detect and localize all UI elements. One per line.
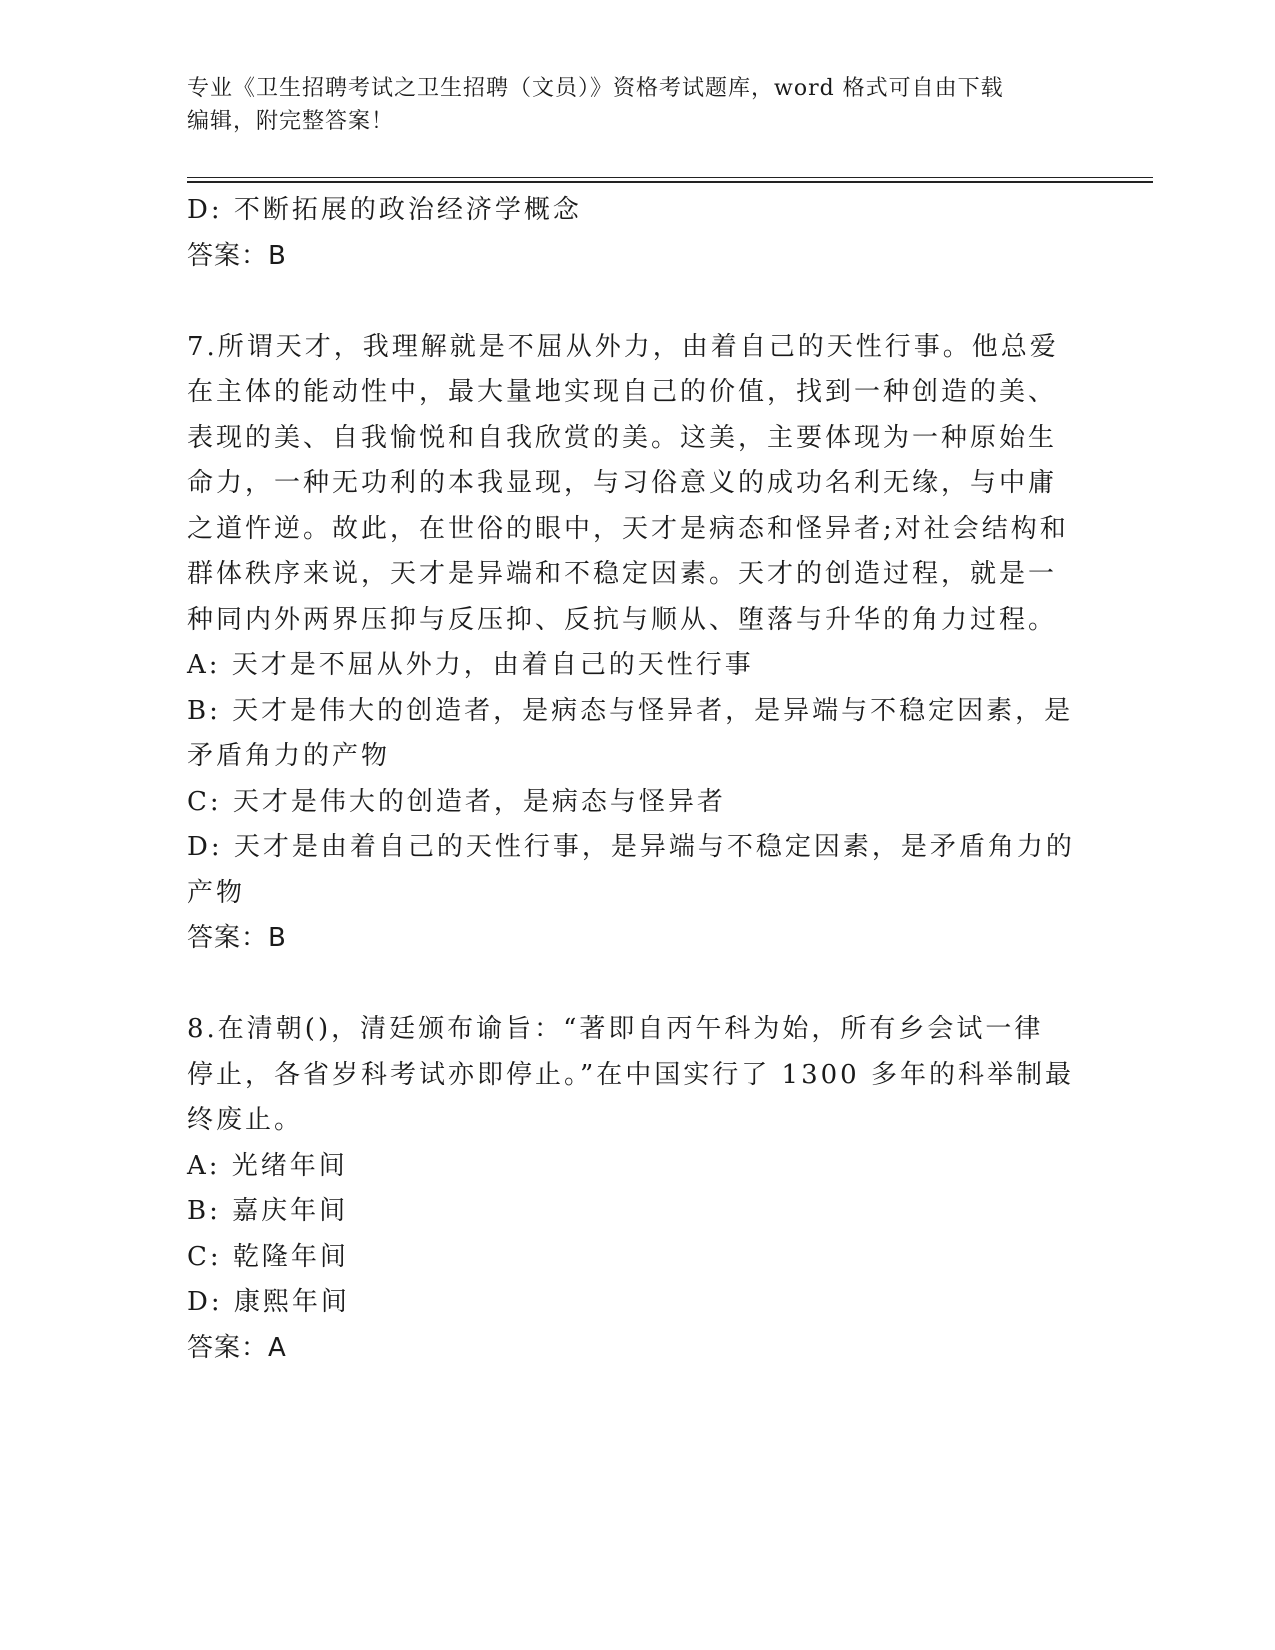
header-line-2: 编辑，附完整答案！ xyxy=(187,109,395,134)
question-stem-line: 8.在清朝()，清廷颁布谕旨：“著即自丙午科为始，所有乡会试一律 xyxy=(187,1014,1044,1044)
question-6-tail xyxy=(187,188,1087,279)
option-c: C: 天才是伟大的创造者，是病态与怪异者 xyxy=(187,786,726,817)
question-stem-line: 命力，一种无功利的本我显现，与习俗意义的成功名利无缘，与中庸 xyxy=(187,468,1058,498)
answer: 答案：B xyxy=(187,240,287,271)
option-d: D: 天才是由着自己的天性行事，是异端与不稳定因素，是矛盾角力的 xyxy=(187,832,1075,862)
answer: 答案：A xyxy=(187,1332,287,1363)
option-d: D: 不断拓展的政治经济学概念 xyxy=(187,195,582,225)
question-8 xyxy=(187,1007,1087,1371)
option-a: A: 天才是不屈从外力，由着自己的天性行事 xyxy=(187,650,754,680)
header-divider-thin xyxy=(187,177,1153,178)
document-body xyxy=(187,188,1087,1371)
question-stem-line: 之道忤逆。故此，在世俗的眼中，天才是病态和怪异者;对社会结构和 xyxy=(187,513,1069,544)
question-stem-line: 7.所谓天才，我理解就是不屈从外力，由着自己的天性行事。他总爱 xyxy=(187,331,1059,362)
question-stem-line: 种同内外两界压抑与反压抑、反抗与顺从、堕落与升华的角力过程。 xyxy=(187,604,1058,635)
question-stem-line: 停止，各省岁科考试亦即停止。”在中国实行了 1300 多年的科举制最 xyxy=(187,1059,1074,1090)
header-line-1: 专业《卫生招聘考试之卫生招聘（文员）》资格考试题库，word 格式可自由下载 xyxy=(187,76,1004,101)
question-stem-line: 群体秩序来说，天才是异端和不稳定因素。天才的创造过程，就是一 xyxy=(187,559,1058,589)
spacer xyxy=(187,279,1087,325)
option-d-continued: 产物 xyxy=(187,877,246,908)
question-stem-line: 在主体的能动性中，最大量地实现自己的价值，找到一种创造的美、 xyxy=(187,377,1058,407)
document-header xyxy=(187,72,1087,138)
option-c: C: 乾隆年间 xyxy=(187,1241,349,1272)
option-b-continued: 矛盾角力的产物 xyxy=(187,741,391,771)
spacer xyxy=(187,962,1087,1008)
option-b: B: 天才是伟大的创造者，是病态与怪异者，是异端与不稳定因素，是 xyxy=(187,695,1074,726)
question-stem-line: 表现的美、自我愉悦和自我欣赏的美。这美，主要体现为一种原始生 xyxy=(187,422,1058,453)
answer: 答案：B xyxy=(187,923,287,953)
question-7 xyxy=(187,325,1087,962)
option-b: B: 嘉庆年间 xyxy=(187,1196,349,1226)
option-a: A: 光绪年间 xyxy=(187,1150,348,1181)
option-d: D: 康熙年间 xyxy=(187,1287,350,1317)
header-divider-thick xyxy=(187,181,1153,183)
question-stem-line: 终废止。 xyxy=(187,1105,304,1135)
